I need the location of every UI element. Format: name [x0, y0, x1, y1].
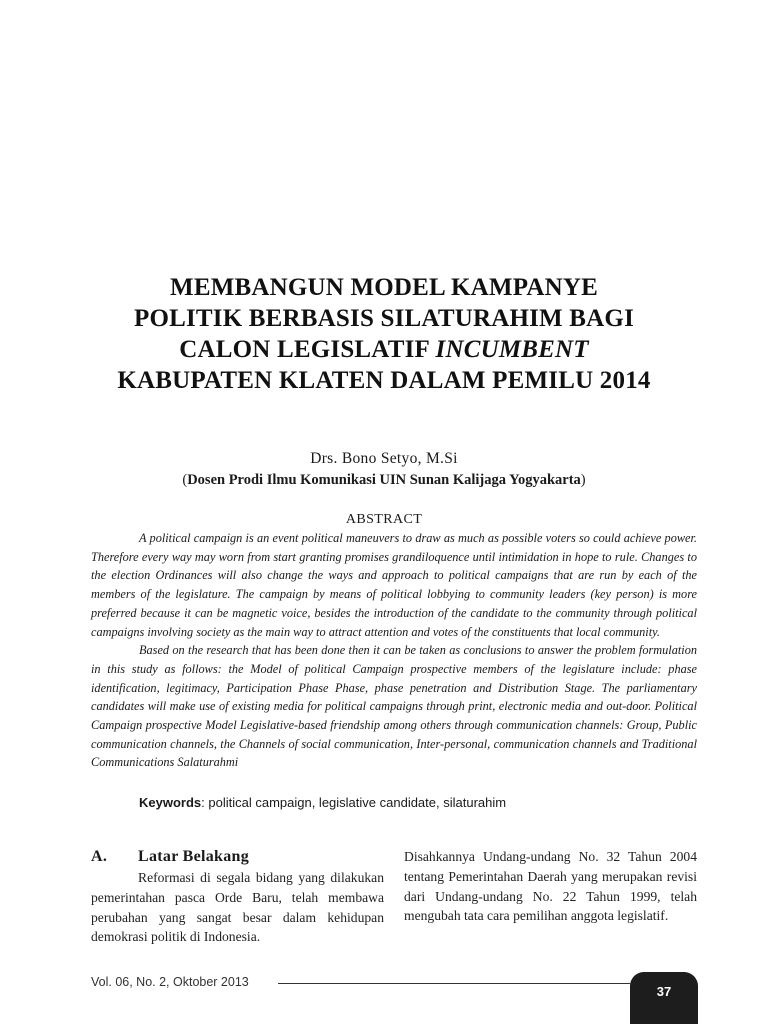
abstract-paragraph-2: Based on the research that has been done then it can be taken as conclusions to answer the problem formulation in this study as follows: the Model of political Campaign prospective members of the legislature include: phase identification, legitimacy, Participation Phase Phase, phase penetration and Distribution Stage. The parliamentary candidates will make use of existing media for political campaigns through print, electronic media and out-door. Political Campaign prospective Model Legislative-based friendship among others through communication channels: Group, Public communication channels, the Channels of social communication, Inter-personal, communication channels and Traditional Communications Salaturahmi [91, 643, 697, 770]
body-column-left [91, 868, 384, 947]
section-title: Latar Belakang [138, 848, 250, 865]
section-number: A. [91, 848, 108, 865]
abstract-paragraph-1: A political campaign is an event political maneuvers to draw as much as possible voters so could achieve power. Therefore every way may worn from start granting promises grandiloquence until intimidation in hope to rule. Changes to the election Ordinances will also change the ways and approach to political campaigns that are run by each of the members of the legislature. The campaign by means of political lobbying to community leaders (key person) is more preferred because it can be magnetic voice, besides the introduction of the candidate to the community through political campaigns involving society as the main way to attract attention and votes of the constituents that local community. [91, 531, 697, 639]
keywords-text: political campaign, legislative candidate, silaturahim [208, 795, 507, 810]
page-number-tab [630, 972, 698, 1024]
keywords-label: Keywords [139, 795, 202, 810]
abstract-heading: ABSTRACT [345, 512, 423, 527]
article-title [60, 272, 708, 396]
author-affiliation: (Dosen Prodi Ilmu Komunikasi UIN Sunan Kalijaga Yogyakarta) [182, 472, 586, 488]
title-line-1: MEMBANGUN MODEL KAMPANYE [170, 274, 598, 301]
section-heading [91, 848, 391, 866]
abstract-body [91, 529, 697, 772]
author-name: Drs. Bono Setyo, M.Si [310, 450, 458, 467]
body-text-left: Reformasi di segala bidang yang dilakukan pemerintahan pasca Orde Baru, telah membawa perubahan yang sangat besar dalam kehidupan demokrasi politik di Indonesia. [91, 870, 384, 945]
page-number: 37 [656, 984, 672, 999]
title-line-3: CALON LEGISLATIF [179, 336, 430, 363]
affiliation-text: Dosen Prodi Ilmu Komunikasi UIN Sunan Kalijaga Yogyakarta [187, 472, 581, 488]
footer-rule [278, 983, 630, 984]
title-line-4: KABUPATEN KLATEN DALAM PEMILU 2014 [117, 367, 651, 394]
keywords-line: Keywords: political campaign, legislative candidate, silaturahim [139, 795, 507, 810]
title-italic-word: INCUMBENT [435, 336, 589, 363]
body-column-right: Disahkannya Undang-undang No. 32 Tahun 2004 tentang Pemerintahan Daerah yang merupakan revisi dari Undang-undang No. 22 Tahun 1999, telah mengubah tata cara pemilihan anggota legislatif. [404, 849, 697, 924]
journal-info: Vol. 06, No. 2, Oktober 2013 [91, 975, 249, 989]
title-line-2: POLITIK BERBASIS SILATURAHIM BAGI [133, 305, 634, 332]
